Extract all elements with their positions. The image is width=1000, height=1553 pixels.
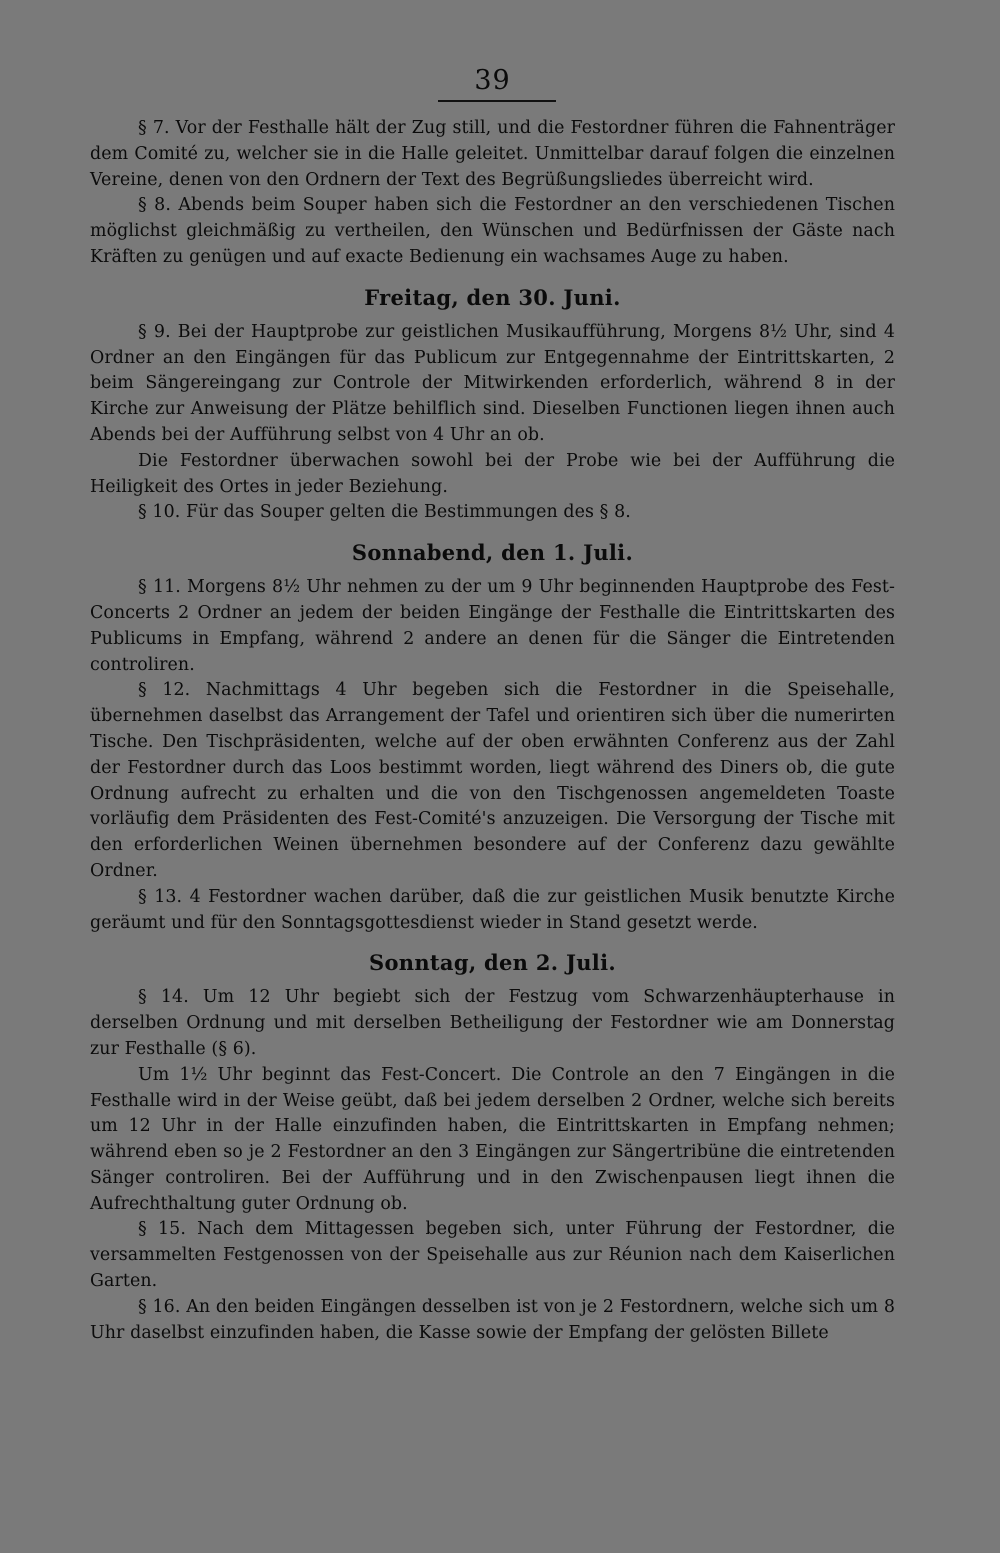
paragraph-15: § 15. Nach dem Mittagessen begeben sich, unter Führung der Festordner, die versammelten Festgenossen von der Speisehalle aus zur Réunion nach dem Kaiserlichen Garten. xyxy=(90,1219,895,1292)
paragraph-9: § 9. Bei der Hauptprobe zur geistlichen Musikaufführung, Morgens 8½ Uhr, sind 4 Ordner an den Eingängen für das Publicum zur Entgegennahme der Eintrittskarten, 2 beim Sängereingang zur Controle der Mitwirkenden erforderlich, während 8 in der Kirche zur Anweisung der Plätze behilflich sind. Dieselben Functionen liegen ihnen auch Abends bei der Aufführung selbst von 4 Uhr an ob. xyxy=(90,321,895,445)
heading-friday: Freitag, den 30. Juni. xyxy=(364,284,621,310)
paragraph-14-continued: Um 1½ Uhr beginnt das Fest-Concert. Die Controle an den 7 Eingängen in die Festhalle wird in der Weise geübt, daß bei jedem derselben 2 Ordner, welche sich bereits um 12 Uhr in der Halle einzufinden haben, die Eintrittskarten in Empfang nehmen; während eben so je 2 Festordner an den 3 Eingängen zur Sängertribüne die eintretenden Sänger controliren. Bei der Aufführung und in den Zwischenpausen liegt ihnen die Aufrechthaltung guter Ordnung ob. xyxy=(90,1064,895,1214)
header-rule xyxy=(438,100,556,102)
heading-saturday: Sonnabend, den 1. Juli. xyxy=(351,540,634,566)
paragraph-7: § 7. Vor der Festhalle hält der Zug still, und die Festordner führen die Fahnenträger dem Comité zu, welcher sie in die Halle geleitet. Unmittelbar darauf folgen die einzelnen Vereine, denen von den Ordnern der Text des Begrüßungsliedes überreicht wird. xyxy=(90,118,895,190)
page-number: 39 xyxy=(474,65,511,96)
paragraph-9-continued: Die Festordner überwachen sowohl bei der Probe wie bei der Aufführung die Heiligkeit des Ortes in jeder Beziehung. xyxy=(90,450,895,497)
paragraph-12: § 12. Nachmittags 4 Uhr begeben sich die Festordner in die Speisehalle, übernehmen daselbst das Arrangement der Tafel und orientiren sich über die numerirten Tische. Den Tischpräsidenten, welche auf der oben erwähnten Conferenz aus der Zahl der Festordner durch das Loos bestimmt worden, liegt während des Diners ob, die gute Ordnung aufrecht zu erhalten und die von den Tischgenossen angemeldeten Toaste vorläufig dem Präsidenten des Fest-Comité's anzuzeigen. Die Versorgung der Tische mit den erforderlichen Weinen übernehmen besondere auf der Conferenz dazu gewählte Ordner. xyxy=(90,680,895,881)
paragraph-14: § 14. Um 12 Uhr begiebt sich der Festzug vom Schwarzenhäupterhause in derselben Ordnung und mit derselben Betheiligung der Festordner wie am Donnerstag zur Festhalle (§ 6). xyxy=(90,987,895,1059)
paragraph-13: § 13. 4 Festordner wachen darüber, daß die zur geistlichen Musik benutzte Kirche geräumt und für den Sonntagsgottesdienst wieder in Stand gesetzt werde. xyxy=(90,886,895,933)
paragraph-10: § 10. Für das Souper gelten die Bestimmungen des § 8. xyxy=(138,502,631,523)
paragraph-8: § 8. Abends beim Souper haben sich die Festordner an den verschiedenen Tischen möglichst gleichmäßig zu vertheilen, den Wünschen und Bedürfnissen der Gäste nach Kräften zu genügen und auf exacte Bedienung ein wachsames Auge zu haben. xyxy=(90,195,895,267)
paragraph-11: § 11. Morgens 8½ Uhr nehmen zu der um 9 Uhr beginnenden Hauptprobe des Fest-Concerts 2 Ordner an jedem der beiden Eingänge der Festhalle die Eintrittskarten des Publicums in Empfang, während 2 andere an denen für die Sänger die Eintretenden controliren. xyxy=(90,577,895,675)
heading-sunday: Sonntag, den 2. Juli. xyxy=(369,950,616,976)
paragraph-16: § 16. An den beiden Eingängen desselben ist von je 2 Festordnern, welche sich um 8 Uhr daselbst einzufinden haben, die Kasse sowie der Empfang der gelösten Billete xyxy=(90,1296,895,1343)
